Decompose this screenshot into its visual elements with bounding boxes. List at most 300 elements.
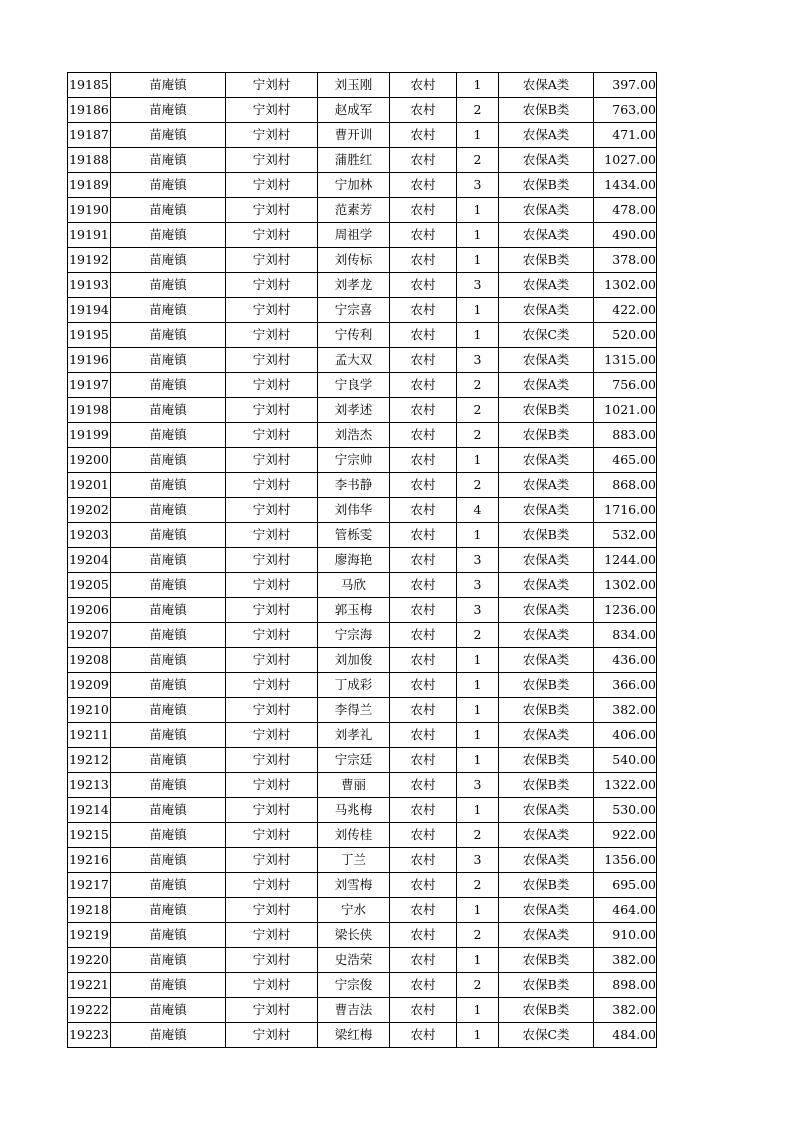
town-cell: 苗庵镇 [111, 223, 226, 248]
record-id-cell: 19207 [68, 623, 111, 648]
record-id-cell: 19186 [68, 98, 111, 123]
household-count-cell: 2 [457, 148, 499, 173]
name-cell: 刘玉刚 [318, 73, 390, 98]
insurance-type-cell: 农保B类 [499, 173, 594, 198]
insurance-type-cell: 农保B类 [499, 698, 594, 723]
record-id-cell: 19218 [68, 898, 111, 923]
insurance-type-cell: 农保B类 [499, 973, 594, 998]
area-type-cell: 农村 [390, 523, 457, 548]
name-cell: 宁加林 [318, 173, 390, 198]
village-cell: 宁刘村 [226, 73, 318, 98]
village-cell: 宁刘村 [226, 848, 318, 873]
table-row [68, 723, 657, 748]
name-cell: 管栎雯 [318, 523, 390, 548]
insurance-type-cell: 农保A类 [499, 923, 594, 948]
household-count-cell: 3 [457, 598, 499, 623]
household-count-cell: 2 [457, 473, 499, 498]
record-id-cell: 19222 [68, 998, 111, 1023]
name-cell: 刘浩杰 [318, 423, 390, 448]
insurance-type-cell: 农保A类 [499, 548, 594, 573]
table-row [68, 873, 657, 898]
village-cell: 宁刘村 [226, 823, 318, 848]
insurance-type-cell: 农保A类 [499, 723, 594, 748]
area-type-cell: 农村 [390, 998, 457, 1023]
household-count-cell: 3 [457, 348, 499, 373]
town-cell: 苗庵镇 [111, 573, 226, 598]
name-cell: 梁红梅 [318, 1023, 390, 1048]
name-cell: 马兆梅 [318, 798, 390, 823]
village-cell: 宁刘村 [226, 773, 318, 798]
town-cell: 苗庵镇 [111, 873, 226, 898]
village-cell: 宁刘村 [226, 748, 318, 773]
insurance-type-cell: 农保A类 [499, 823, 594, 848]
name-cell: 宁水 [318, 898, 390, 923]
town-cell: 苗庵镇 [111, 273, 226, 298]
town-cell: 苗庵镇 [111, 348, 226, 373]
record-id-cell: 19202 [68, 498, 111, 523]
insurance-type-cell: 农保A类 [499, 573, 594, 598]
area-type-cell: 农村 [390, 923, 457, 948]
amount-cell: 922.00 [594, 823, 657, 848]
table-row [68, 773, 657, 798]
area-type-cell: 农村 [390, 223, 457, 248]
town-cell: 苗庵镇 [111, 548, 226, 573]
amount-cell: 695.00 [594, 873, 657, 898]
record-id-cell: 19219 [68, 923, 111, 948]
area-type-cell: 农村 [390, 173, 457, 198]
name-cell: 丁成彩 [318, 673, 390, 698]
area-type-cell: 农村 [390, 723, 457, 748]
name-cell: 宁宗海 [318, 623, 390, 648]
village-cell: 宁刘村 [226, 923, 318, 948]
name-cell: 宁宗俊 [318, 973, 390, 998]
record-id-cell: 19189 [68, 173, 111, 198]
table-row [68, 798, 657, 823]
village-cell: 宁刘村 [226, 173, 318, 198]
amount-cell: 1356.00 [594, 848, 657, 873]
table-row [68, 298, 657, 323]
amount-cell: 382.00 [594, 948, 657, 973]
town-cell: 苗庵镇 [111, 823, 226, 848]
record-id-cell: 19194 [68, 298, 111, 323]
village-cell: 宁刘村 [226, 98, 318, 123]
town-cell: 苗庵镇 [111, 673, 226, 698]
household-count-cell: 1 [457, 448, 499, 473]
area-type-cell: 农村 [390, 198, 457, 223]
name-cell: 宁宗喜 [318, 298, 390, 323]
amount-cell: 422.00 [594, 298, 657, 323]
name-cell: 宁宗廷 [318, 748, 390, 773]
town-cell: 苗庵镇 [111, 423, 226, 448]
area-type-cell: 农村 [390, 673, 457, 698]
insurance-type-cell: 农保C类 [499, 1023, 594, 1048]
area-type-cell: 农村 [390, 373, 457, 398]
insurance-type-cell: 农保A类 [499, 373, 594, 398]
record-id-cell: 19210 [68, 698, 111, 723]
record-id-cell: 19187 [68, 123, 111, 148]
town-cell: 苗庵镇 [111, 448, 226, 473]
name-cell: 蒲胜红 [318, 148, 390, 173]
amount-cell: 366.00 [594, 673, 657, 698]
record-id-cell: 19193 [68, 273, 111, 298]
town-cell: 苗庵镇 [111, 373, 226, 398]
area-type-cell: 农村 [390, 1023, 457, 1048]
amount-cell: 1236.00 [594, 598, 657, 623]
household-count-cell: 1 [457, 523, 499, 548]
amount-cell: 540.00 [594, 748, 657, 773]
household-count-cell: 1 [457, 998, 499, 1023]
area-type-cell: 农村 [390, 98, 457, 123]
amount-cell: 530.00 [594, 798, 657, 823]
amount-cell: 1027.00 [594, 148, 657, 173]
insurance-type-cell: 农保B类 [499, 948, 594, 973]
table-row [68, 648, 657, 673]
household-count-cell: 1 [457, 798, 499, 823]
town-cell: 苗庵镇 [111, 173, 226, 198]
town-cell: 苗庵镇 [111, 323, 226, 348]
amount-cell: 1302.00 [594, 573, 657, 598]
name-cell: 李得兰 [318, 698, 390, 723]
household-count-cell: 2 [457, 973, 499, 998]
table-row [68, 123, 657, 148]
record-id-cell: 19197 [68, 373, 111, 398]
amount-cell: 1302.00 [594, 273, 657, 298]
record-id-cell: 19191 [68, 223, 111, 248]
household-count-cell: 1 [457, 698, 499, 723]
area-type-cell: 农村 [390, 123, 457, 148]
table-row [68, 698, 657, 723]
insurance-type-cell: 农保B类 [499, 248, 594, 273]
village-cell: 宁刘村 [226, 798, 318, 823]
record-id-cell: 19185 [68, 73, 111, 98]
insurance-type-cell: 农保A类 [499, 498, 594, 523]
town-cell: 苗庵镇 [111, 598, 226, 623]
village-cell: 宁刘村 [226, 123, 318, 148]
insurance-type-cell: 农保A类 [499, 198, 594, 223]
amount-cell: 868.00 [594, 473, 657, 498]
name-cell: 刘孝龙 [318, 273, 390, 298]
name-cell: 马欣 [318, 573, 390, 598]
name-cell: 刘孝述 [318, 398, 390, 423]
table-row [68, 398, 657, 423]
insurance-type-cell: 农保C类 [499, 323, 594, 348]
name-cell: 刘加俊 [318, 648, 390, 673]
household-count-cell: 1 [457, 123, 499, 148]
record-id-cell: 19223 [68, 1023, 111, 1048]
table-row [68, 923, 657, 948]
household-count-cell: 3 [457, 548, 499, 573]
table-row [68, 448, 657, 473]
village-cell: 宁刘村 [226, 673, 318, 698]
insurance-type-cell: 农保B类 [499, 873, 594, 898]
table-row [68, 198, 657, 223]
area-type-cell: 农村 [390, 648, 457, 673]
amount-cell: 532.00 [594, 523, 657, 548]
insurance-type-cell: 农保B类 [499, 773, 594, 798]
village-cell: 宁刘村 [226, 573, 318, 598]
record-id-cell: 19220 [68, 948, 111, 973]
household-count-cell: 1 [457, 748, 499, 773]
table-row [68, 223, 657, 248]
amount-cell: 465.00 [594, 448, 657, 473]
household-count-cell: 2 [457, 623, 499, 648]
table-row [68, 748, 657, 773]
household-count-cell: 4 [457, 498, 499, 523]
record-id-cell: 19213 [68, 773, 111, 798]
area-type-cell: 农村 [390, 598, 457, 623]
insurance-type-cell: 农保B类 [499, 98, 594, 123]
town-cell: 苗庵镇 [111, 723, 226, 748]
table-row [68, 473, 657, 498]
household-count-cell: 1 [457, 673, 499, 698]
area-type-cell: 农村 [390, 323, 457, 348]
name-cell: 曹开训 [318, 123, 390, 148]
village-cell: 宁刘村 [226, 498, 318, 523]
record-id-cell: 19206 [68, 598, 111, 623]
village-cell: 宁刘村 [226, 298, 318, 323]
village-cell: 宁刘村 [226, 973, 318, 998]
amount-cell: 1716.00 [594, 498, 657, 523]
insurance-type-cell: 农保A类 [499, 598, 594, 623]
record-id-cell: 19200 [68, 448, 111, 473]
table-row [68, 673, 657, 698]
household-count-cell: 2 [457, 823, 499, 848]
household-count-cell: 1 [457, 723, 499, 748]
town-cell: 苗庵镇 [111, 948, 226, 973]
village-cell: 宁刘村 [226, 148, 318, 173]
table-row [68, 848, 657, 873]
village-cell: 宁刘村 [226, 873, 318, 898]
table-row [68, 348, 657, 373]
amount-cell: 484.00 [594, 1023, 657, 1048]
town-cell: 苗庵镇 [111, 798, 226, 823]
amount-cell: 464.00 [594, 898, 657, 923]
village-cell: 宁刘村 [226, 223, 318, 248]
village-cell: 宁刘村 [226, 548, 318, 573]
name-cell: 郭玉梅 [318, 598, 390, 623]
amount-cell: 397.00 [594, 73, 657, 98]
household-count-cell: 1 [457, 198, 499, 223]
insurance-type-cell: 农保A类 [499, 473, 594, 498]
area-type-cell: 农村 [390, 698, 457, 723]
amount-cell: 763.00 [594, 98, 657, 123]
household-count-cell: 1 [457, 73, 499, 98]
area-type-cell: 农村 [390, 773, 457, 798]
amount-cell: 382.00 [594, 998, 657, 1023]
town-cell: 苗庵镇 [111, 748, 226, 773]
village-cell: 宁刘村 [226, 948, 318, 973]
amount-cell: 1021.00 [594, 398, 657, 423]
name-cell: 曹丽 [318, 773, 390, 798]
amount-cell: 1322.00 [594, 773, 657, 798]
area-type-cell: 农村 [390, 573, 457, 598]
town-cell: 苗庵镇 [111, 148, 226, 173]
name-cell: 刘传标 [318, 248, 390, 273]
household-count-cell: 2 [457, 423, 499, 448]
table-row [68, 273, 657, 298]
table-row [68, 623, 657, 648]
amount-cell: 478.00 [594, 198, 657, 223]
amount-cell: 378.00 [594, 248, 657, 273]
town-cell: 苗庵镇 [111, 398, 226, 423]
record-id-cell: 19212 [68, 748, 111, 773]
insurance-type-cell: 农保A类 [499, 623, 594, 648]
household-count-cell: 3 [457, 573, 499, 598]
amount-cell: 520.00 [594, 323, 657, 348]
record-id-cell: 19214 [68, 798, 111, 823]
area-type-cell: 农村 [390, 498, 457, 523]
area-type-cell: 农村 [390, 748, 457, 773]
name-cell: 史浩荣 [318, 948, 390, 973]
village-cell: 宁刘村 [226, 623, 318, 648]
household-count-cell: 3 [457, 848, 499, 873]
table-row [68, 173, 657, 198]
amount-cell: 382.00 [594, 698, 657, 723]
area-type-cell: 农村 [390, 298, 457, 323]
table-row [68, 1023, 657, 1048]
area-type-cell: 农村 [390, 623, 457, 648]
household-count-cell: 2 [457, 98, 499, 123]
table-row [68, 573, 657, 598]
village-cell: 宁刘村 [226, 373, 318, 398]
table-row [68, 373, 657, 398]
record-id-cell: 19192 [68, 248, 111, 273]
village-cell: 宁刘村 [226, 423, 318, 448]
amount-cell: 910.00 [594, 923, 657, 948]
village-cell: 宁刘村 [226, 473, 318, 498]
record-id-cell: 19208 [68, 648, 111, 673]
area-type-cell: 农村 [390, 973, 457, 998]
name-cell: 廖海艳 [318, 548, 390, 573]
area-type-cell: 农村 [390, 548, 457, 573]
village-cell: 宁刘村 [226, 448, 318, 473]
insurance-type-cell: 农保A类 [499, 648, 594, 673]
town-cell: 苗庵镇 [111, 773, 226, 798]
area-type-cell: 农村 [390, 798, 457, 823]
insurance-type-cell: 农保A类 [499, 223, 594, 248]
table-row [68, 973, 657, 998]
name-cell: 刘伟华 [318, 498, 390, 523]
town-cell: 苗庵镇 [111, 123, 226, 148]
table-row [68, 823, 657, 848]
insurance-type-cell: 农保A类 [499, 73, 594, 98]
name-cell: 丁兰 [318, 848, 390, 873]
amount-cell: 471.00 [594, 123, 657, 148]
amount-cell: 406.00 [594, 723, 657, 748]
insurance-type-cell: 农保A类 [499, 348, 594, 373]
insurance-type-cell: 农保B类 [499, 673, 594, 698]
table-row [68, 73, 657, 98]
town-cell: 苗庵镇 [111, 198, 226, 223]
household-count-cell: 1 [457, 948, 499, 973]
record-id-cell: 19211 [68, 723, 111, 748]
village-cell: 宁刘村 [226, 248, 318, 273]
amount-cell: 1244.00 [594, 548, 657, 573]
village-cell: 宁刘村 [226, 698, 318, 723]
name-cell: 梁长侠 [318, 923, 390, 948]
table-row [68, 998, 657, 1023]
amount-cell: 756.00 [594, 373, 657, 398]
record-id-cell: 19203 [68, 523, 111, 548]
area-type-cell: 农村 [390, 348, 457, 373]
insurance-type-cell: 农保A类 [499, 848, 594, 873]
table-row [68, 323, 657, 348]
area-type-cell: 农村 [390, 823, 457, 848]
village-cell: 宁刘村 [226, 348, 318, 373]
amount-cell: 1434.00 [594, 173, 657, 198]
amount-cell: 883.00 [594, 423, 657, 448]
area-type-cell: 农村 [390, 423, 457, 448]
record-id-cell: 19217 [68, 873, 111, 898]
area-type-cell: 农村 [390, 473, 457, 498]
amount-cell: 436.00 [594, 648, 657, 673]
record-id-cell: 19216 [68, 848, 111, 873]
table-row [68, 548, 657, 573]
roster-table-body [68, 73, 657, 1048]
table-row [68, 423, 657, 448]
area-type-cell: 农村 [390, 73, 457, 98]
name-cell: 赵成军 [318, 98, 390, 123]
household-count-cell: 2 [457, 873, 499, 898]
record-id-cell: 19198 [68, 398, 111, 423]
town-cell: 苗庵镇 [111, 898, 226, 923]
village-cell: 宁刘村 [226, 598, 318, 623]
area-type-cell: 农村 [390, 848, 457, 873]
name-cell: 孟大双 [318, 348, 390, 373]
amount-cell: 1315.00 [594, 348, 657, 373]
record-id-cell: 19190 [68, 198, 111, 223]
household-count-cell: 2 [457, 373, 499, 398]
household-count-cell: 1 [457, 1023, 499, 1048]
roster-table [67, 72, 657, 1048]
record-id-cell: 19209 [68, 673, 111, 698]
record-id-cell: 19204 [68, 548, 111, 573]
town-cell: 苗庵镇 [111, 98, 226, 123]
household-count-cell: 1 [457, 648, 499, 673]
record-id-cell: 19215 [68, 823, 111, 848]
village-cell: 宁刘村 [226, 723, 318, 748]
area-type-cell: 农村 [390, 148, 457, 173]
town-cell: 苗庵镇 [111, 923, 226, 948]
area-type-cell: 农村 [390, 873, 457, 898]
household-count-cell: 3 [457, 773, 499, 798]
village-cell: 宁刘村 [226, 998, 318, 1023]
record-id-cell: 19205 [68, 573, 111, 598]
area-type-cell: 农村 [390, 448, 457, 473]
record-id-cell: 19221 [68, 973, 111, 998]
village-cell: 宁刘村 [226, 398, 318, 423]
insurance-type-cell: 农保B类 [499, 398, 594, 423]
table-row [68, 598, 657, 623]
village-cell: 宁刘村 [226, 273, 318, 298]
household-count-cell: 1 [457, 298, 499, 323]
table-row [68, 248, 657, 273]
town-cell: 苗庵镇 [111, 623, 226, 648]
record-id-cell: 19188 [68, 148, 111, 173]
town-cell: 苗庵镇 [111, 523, 226, 548]
insurance-type-cell: 农保A类 [499, 298, 594, 323]
insurance-type-cell: 农保A类 [499, 448, 594, 473]
town-cell: 苗庵镇 [111, 73, 226, 98]
insurance-type-cell: 农保B类 [499, 523, 594, 548]
village-cell: 宁刘村 [226, 1023, 318, 1048]
amount-cell: 898.00 [594, 973, 657, 998]
town-cell: 苗庵镇 [111, 973, 226, 998]
village-cell: 宁刘村 [226, 648, 318, 673]
name-cell: 曹吉法 [318, 998, 390, 1023]
household-count-cell: 1 [457, 898, 499, 923]
town-cell: 苗庵镇 [111, 473, 226, 498]
